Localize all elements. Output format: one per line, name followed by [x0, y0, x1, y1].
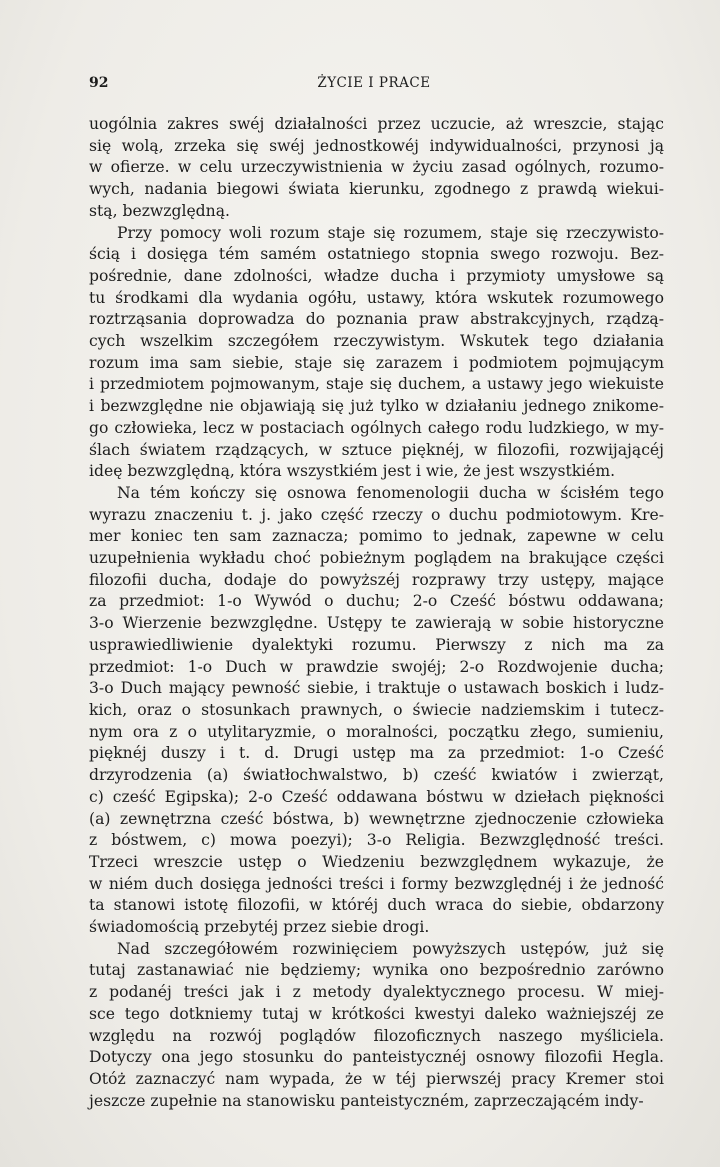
text-line: i przedmiotem pojmowanym, staje się duchem, a ustawy jego wiekuiste [89, 375, 664, 394]
text-line: nym ora z o utylitaryzmie, o moralności, początku złego, sumieniu, [89, 722, 664, 741]
text-line: świadomością przebytéj przez siebie drogi. [89, 918, 430, 937]
text-line: ta stanowi istotę filozofii, w któréj duch wraca do siebie, obdarzony [89, 896, 664, 915]
text-line: Przy pomocy woli rozum staje się rozumem, staje się rzeczywisto- [117, 223, 664, 242]
text-line: i bezwzględne nie objawiają się już tylko w działaniu jednego znikome- [89, 397, 664, 416]
running-title: ŻYCIE I PRACE [317, 75, 431, 91]
text-line: roztrząsania doprowadza do poznania praw abstrakcyjnych, rządzą- [89, 310, 664, 329]
text-line: wych, nadania biegowi świata kierunku, zgodnego z prawdą wiekui- [89, 180, 664, 199]
text-line: drzyrodzenia (a) światłochwalstwo, b) cześć kwiatów i zwierząt, [89, 766, 664, 785]
text-line: w niém duch dosięga jedności treści i formy bezwzględnéj i że jedność [89, 874, 664, 893]
text-line: za przedmiot: 1-o Wywód o duchu; 2-o Cześć bóstwu oddawana; [89, 592, 664, 611]
text-line: Na tém kończy się osnowa fenomenologii ducha w ścisłém tego [117, 483, 664, 502]
body-text [89, 114, 664, 1112]
text-line: uogólnia zakres swéj działalności przez uczucie, aż wreszcie, stając [89, 115, 664, 133]
text-line: cych wszelkim szczegółem rzeczywistym. Wskutek tego działania [89, 332, 664, 351]
text-line: przedmiot: 1-o Duch w prawdzie swojéj; 2-o Rozdwojenie ducha; [89, 657, 664, 676]
text-line: (a) zewnętrzna cześć bóstwa, b) wewnętrzne zjednoczenie człowieka [89, 809, 664, 828]
text-line: usprawiedliwienie dyalektyki rozumu. Pierwszy z nich ma za [89, 635, 664, 654]
text-line: mer koniec ten sam zaznacza; pomimo to jednak, zapewne w celu [89, 527, 664, 546]
text-line: z podanéj treści jak i z metody dyalektycznego procesu. W miej- [89, 983, 664, 1002]
text-line: wyrazu znaczeniu t. j. jako część rzeczy o duchu podmiotowym. Kre- [89, 505, 664, 524]
text-line: się wolą, zrzeka się swéj jednostkowéj indywidualności, przynosi ją [89, 136, 664, 155]
text-line: 3-o Wierzenie bezwzględne. Ustępy te zawierają w sobie historyczne [89, 614, 664, 633]
text-line: tu środkami dla wydania ogółu, ustawy, która wskutek rozumowego [89, 288, 664, 307]
text-line: sce tego dotkniemy tutaj w krótkości kwestyi daleko ważniejszéj ze [89, 1004, 664, 1023]
text-line: Dotyczy ona jego stosunku do panteistycznéj osnowy filozofii Hegla. [89, 1048, 664, 1067]
text-line: tutaj zastanawiać nie będziemy; wynika ono bezpośrednio zarówno [89, 961, 664, 980]
paragraph [89, 223, 664, 483]
text-line: rozum ima sam siebie, staje się zarazem i podmiotem pojmującym [89, 353, 664, 372]
text-line: Trzeci wreszcie ustęp o Wiedzeniu bezwzględnem wykazuje, że [89, 852, 664, 871]
text-line: go człowieka, lecz w postaciach ogólnych całego rodu ludzkiego, w my- [89, 418, 664, 437]
text-line: ścią i dosięga tém samém ostatniego stopnia swego rozwoju. Bez- [89, 245, 664, 264]
paragraph [89, 483, 664, 939]
text-line: Nad szczegółowém rozwinięciem powyższych ustępów, już się [117, 939, 664, 958]
text-line: pięknéj duszy i t. d. Drugi ustęp ma za przedmiot: 1-o Cześć [89, 744, 664, 763]
text-line: ideę bezwzględną, która wszystkiém jest i wie, że jest wszystkiém. [89, 462, 616, 481]
text-line: 3-o Duch mający pewność siebie, i traktuje o ustawach boskich i ludz- [89, 679, 664, 698]
text-line: Otóż zaznaczyć nam wypada, że w téj pierwszéj pracy Kremer stoi [89, 1069, 664, 1088]
text-line: względu na rozwój poglądów filozoficznych naszego myśliciela. [89, 1026, 664, 1045]
page-number: 92 [89, 75, 109, 91]
text-line: ślach światem rządzących, w sztuce pięknéj, w filozofii, rozwijającéj [89, 440, 664, 459]
text-line: stą, bezwzględną. [89, 201, 230, 220]
text-line: z bóstwem, c) mowa poezyi); 3-o Religia. Bezwzględność treści. [89, 831, 664, 850]
text-line: c) cześć Egipska); 2-o Cześć oddawana bóstwu w dziełach piękności [89, 787, 664, 806]
text-line: jeszcze zupełnie na stanowisku panteistyczném, zaprzeczającém indy- [89, 1091, 644, 1110]
paragraph [89, 114, 664, 223]
paragraph [89, 939, 664, 1113]
page-header [89, 72, 659, 94]
text-line: filozofii ducha, dodaje do powyższéj rozprawy trzy ustępy, mające [89, 570, 664, 589]
text-line: w ofierze. w celu urzeczywistnienia w życiu zasad ogólnych, rozumo- [89, 158, 664, 177]
text-line: uzupełnienia wykładu choć pobieżnym poglądem na brakujące części [89, 549, 664, 568]
text-line: kich, oraz o stosunkach prawnych, o świecie nadziemskim i tutecz- [89, 700, 664, 719]
text-line: pośrednie, dane zdolności, władze ducha i przymioty umysłowe są [89, 266, 664, 285]
